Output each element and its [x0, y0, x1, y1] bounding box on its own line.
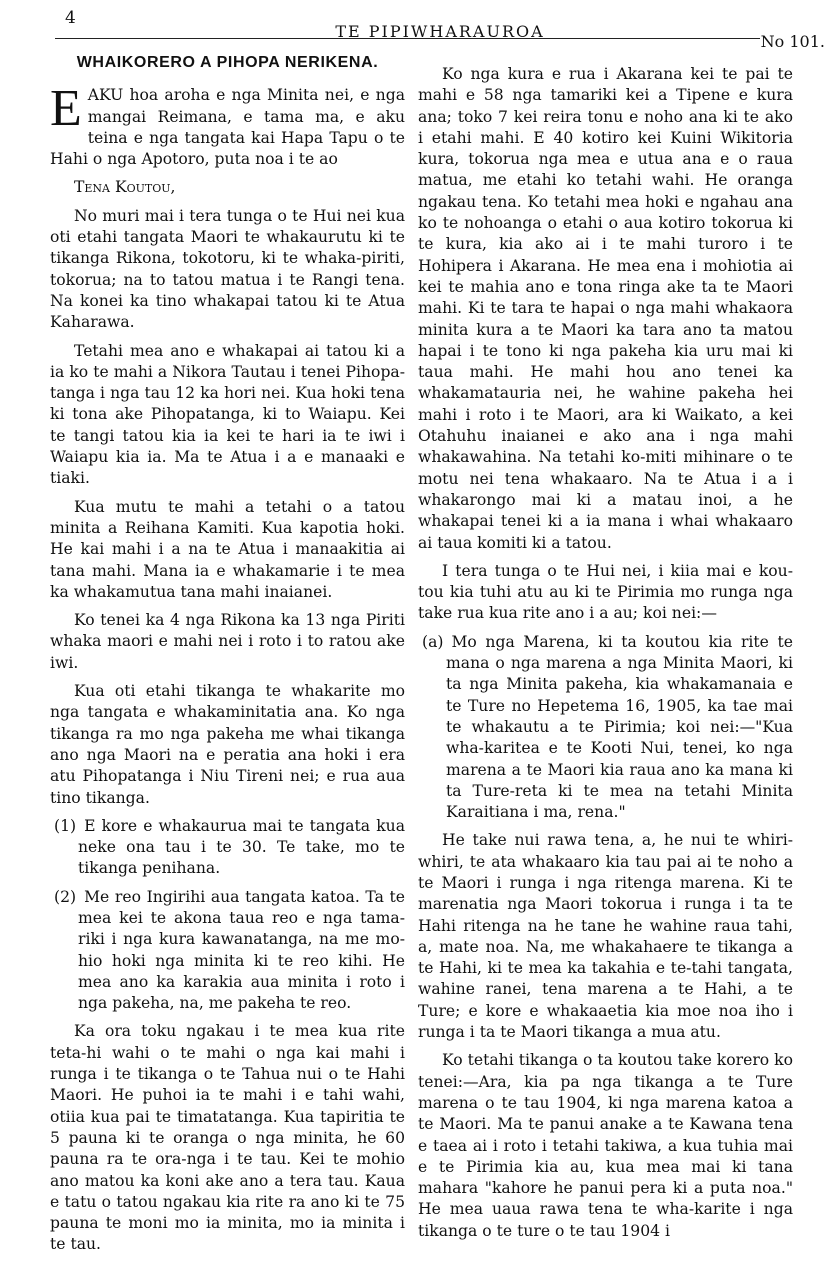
header-rule — [55, 38, 760, 39]
item-number: (2) — [54, 887, 77, 906]
item-text: Me reo Ingirihi aua tangata katoa. Ta te mea kei te akona taua reo e nga tama-riki i nga kura kawanatanga, na me mo-hio hoki nga minita ki te reo kihi. He mea ano ka karakia aua minita i roto i nga pakeha, na, me pakeha te reo. — [78, 887, 405, 1013]
paragraph: Kua oti etahi tikanga te whakarite mo nga tangata e whakaminitatia ana. Ko nga tikanga ra mo nga pakeha me whai tikanga ano nga Maori na e peratia ana hoki i era atu Pihopatanga i Niu Tireni nei; e rua aua tino tikanga. — [50, 682, 405, 807]
paragraph: He take nui rawa tena, a, he nui te whiri-whiri, te ata whakaaro kia tau pai ai te noho a te Maori i runga i nga ritenga marena. Ki te marenatia nga Maori tokorua i runga i ta te Hahi ritenga na he tane he wahine raua tahi, a, mate noa. Na, me whakahaere te tikanga a te Hahi, ki te mea ka takahia e te-tahi tangata, wahine ranei, tena marena a te Hahi, a te Ture; e kore e whakaaetia kia moe noa iho i runga i ta te Maori tikanga a mua atu. — [418, 831, 793, 1042]
list-item — [418, 632, 793, 824]
issue-number: No 101. — [760, 32, 825, 51]
list-item — [50, 887, 405, 1015]
right-column — [418, 64, 793, 1249]
item-number: (1) — [54, 816, 77, 835]
paragraph: Ko nga kura e rua i Akarana kei te pai te mahi e 58 nga tamariki kei a Tipene e kura ana; toko 7 kei reira tonu e noho ana ki te ako i etahi mahi. E 40 kotiro kei Kuini Wikitoria kura, tokorua nga mea e utua ana e o raua matua, me etahi ko tetahi wahi. He oranga ngakau tena. Ko tetahi mea hoki e ngahau ana ko te nohoanga o etahi o aua kotiro tokorua ki te kura, kia ako ai i te mahi turoro i te Hohipera i Akarana. He mea ena i mohiotia ai kei te mahia ano e tona ringa ake ta te Maori mahi. Ki te tara te hapai o nga mahi whakaora minita kura a te Maori ka tara ano ta matou hapai i te tono ki nga pakeha kia uru mai ki taua mahi. He mahi hou ano tenei ka whakamatauria nei, he wahine pakeha hei mahi i roto i te Maori, ara ki Waikato, a kei Otahuhu inaianei e ako ana i nga mahi whakawahina. Na tetahi ko-miti mihinare o te motu nei tena whakaaro. Na te Atua i a i whakarongo mai ki a matau inoi, a he whakapai tenei ki a ia mana i whai whakaaro ai taua komiti ki a tatou. — [418, 65, 793, 552]
paragraph: I tera tunga o te Hui nei, i kiia mai e kou-tou kia tuhi atu au ki te Pirimia mo runga nga take rua kua rite ano i a au; koi nei:— — [418, 561, 793, 623]
paragraph: Tetahi mea ano e whakapai ai tatou ki a ia ko te mahi a Nikora Tautau i tenei Pihopa-tanga i nga tau 12 ka hori nei. Kua hoki tena ki tona ake Pihopatanga, ki to Waiapu. Kei te tangi tatou kia ia kei te hari ia te iwi i Waiapu kia ia. Ma te Atua i a e manaaki e tiaki. — [50, 341, 405, 488]
left-column — [50, 52, 405, 1263]
paragraph: Kua mutu te mahi a tetahi o a tatou minita a Reihana Kamiti. Kua kapotia hoki. He kai mahi i a na te Atua i manaakitia ai tana mahi. Mana ia e whakamarie i te mea ka whakamutua tana mahi inaianei. — [50, 497, 405, 601]
item-text: Mo nga Marena, ki ta koutou kia rite te mana o nga marena a nga Minita Maori, ki ta nga Minita pakeha, kia whakamanaia e te Ture no Hepetema 16, 1905, ka tae mai te whakautu a te Pirimia; koi nei:—"Kua wha-karitea e te Kooti Nui, tenei, ko nga marena a te Maori kia raua ano ka mana ki ta Ture-reta ki te mea na tetahi Minita Karaitiana i ma, rena." — [446, 632, 793, 822]
running-title: TE PIPIWHARAUROA — [335, 22, 545, 41]
opening-paragraph — [50, 80, 405, 170]
salutation: Tena Koutou, — [74, 178, 176, 197]
list-item — [50, 816, 405, 880]
paragraph: Ko tenei ka 4 nga Rikona ka 13 nga Piriti whaka maori e mahi nei i roto i to ratou ake iwi. — [50, 611, 405, 672]
paragraph: Ko tetahi tikanga o ta koutou take korero ko tenei:—Ara, kia pa nga tikanga a te Ture marena o te tau 1904, ki nga marena katoa a te Maori. Ma te panui anake a te Kawana tena e taea ai i roto i tetahi takiwa, a kua tuhia mai e te Pirimia kia au, kua mea mai ki tana mahara "kahore he panui pera ki a puta noa." He mea uaua rawa tena te wha-karite i nga tikanga o te ture o te tau 1904 i — [418, 1051, 793, 1240]
opening-text: AKU hoa aroha e nga Minita nei, e nga mangai Reimana, e tama ma, e aku teina e nga tangata kai Hapa Tapu o te Hahi o nga Apotoro, puta noa i te ao — [50, 86, 405, 169]
article-title: WHAIKORERO A PIHOPA NERIKENA. — [76, 54, 379, 71]
item-text: E kore e whakaurua mai te tangata kua neke ona tau i te 30. Te take, mo te tikanga penihana. — [78, 816, 405, 878]
drop-cap: E — [50, 80, 82, 138]
page-header — [55, 8, 825, 51]
item-number: (a) — [422, 632, 444, 651]
paragraph: Ka ora toku ngakau i te mea kua rite teta-hi wahi o te mahi o nga kai mahi i runga i te tikanga o te Tahua nui o te Hahi Maori. He puhoi ia te mahi i e tahi wahi, otiia kua pai te timatatanga. Kua tapiritia te 5 pauna ki te oranga o nga minita, he 60 pauna ra te ora-nga i te tau. Kei te mohio ano matou ka koni ake ano a tera tau. Kaua e tatu o tatou ngakau kia rite ra ano ki te 75 pauna te moni mo ia minita, mo ia minita i te tau. — [50, 1022, 405, 1254]
paragraph: No muri mai i tera tunga o te Hui nei kua oti etahi tangata Maori te whakaurutu ki te tikanga Rikona, tokotoru, ki te whaka-piriti, tokorua; na to tatou matua i te Rangi tena. Na konei ka tino whakapai tatou ki te Atua Kaharawa. — [50, 206, 405, 332]
page-number: 4 — [65, 8, 76, 28]
